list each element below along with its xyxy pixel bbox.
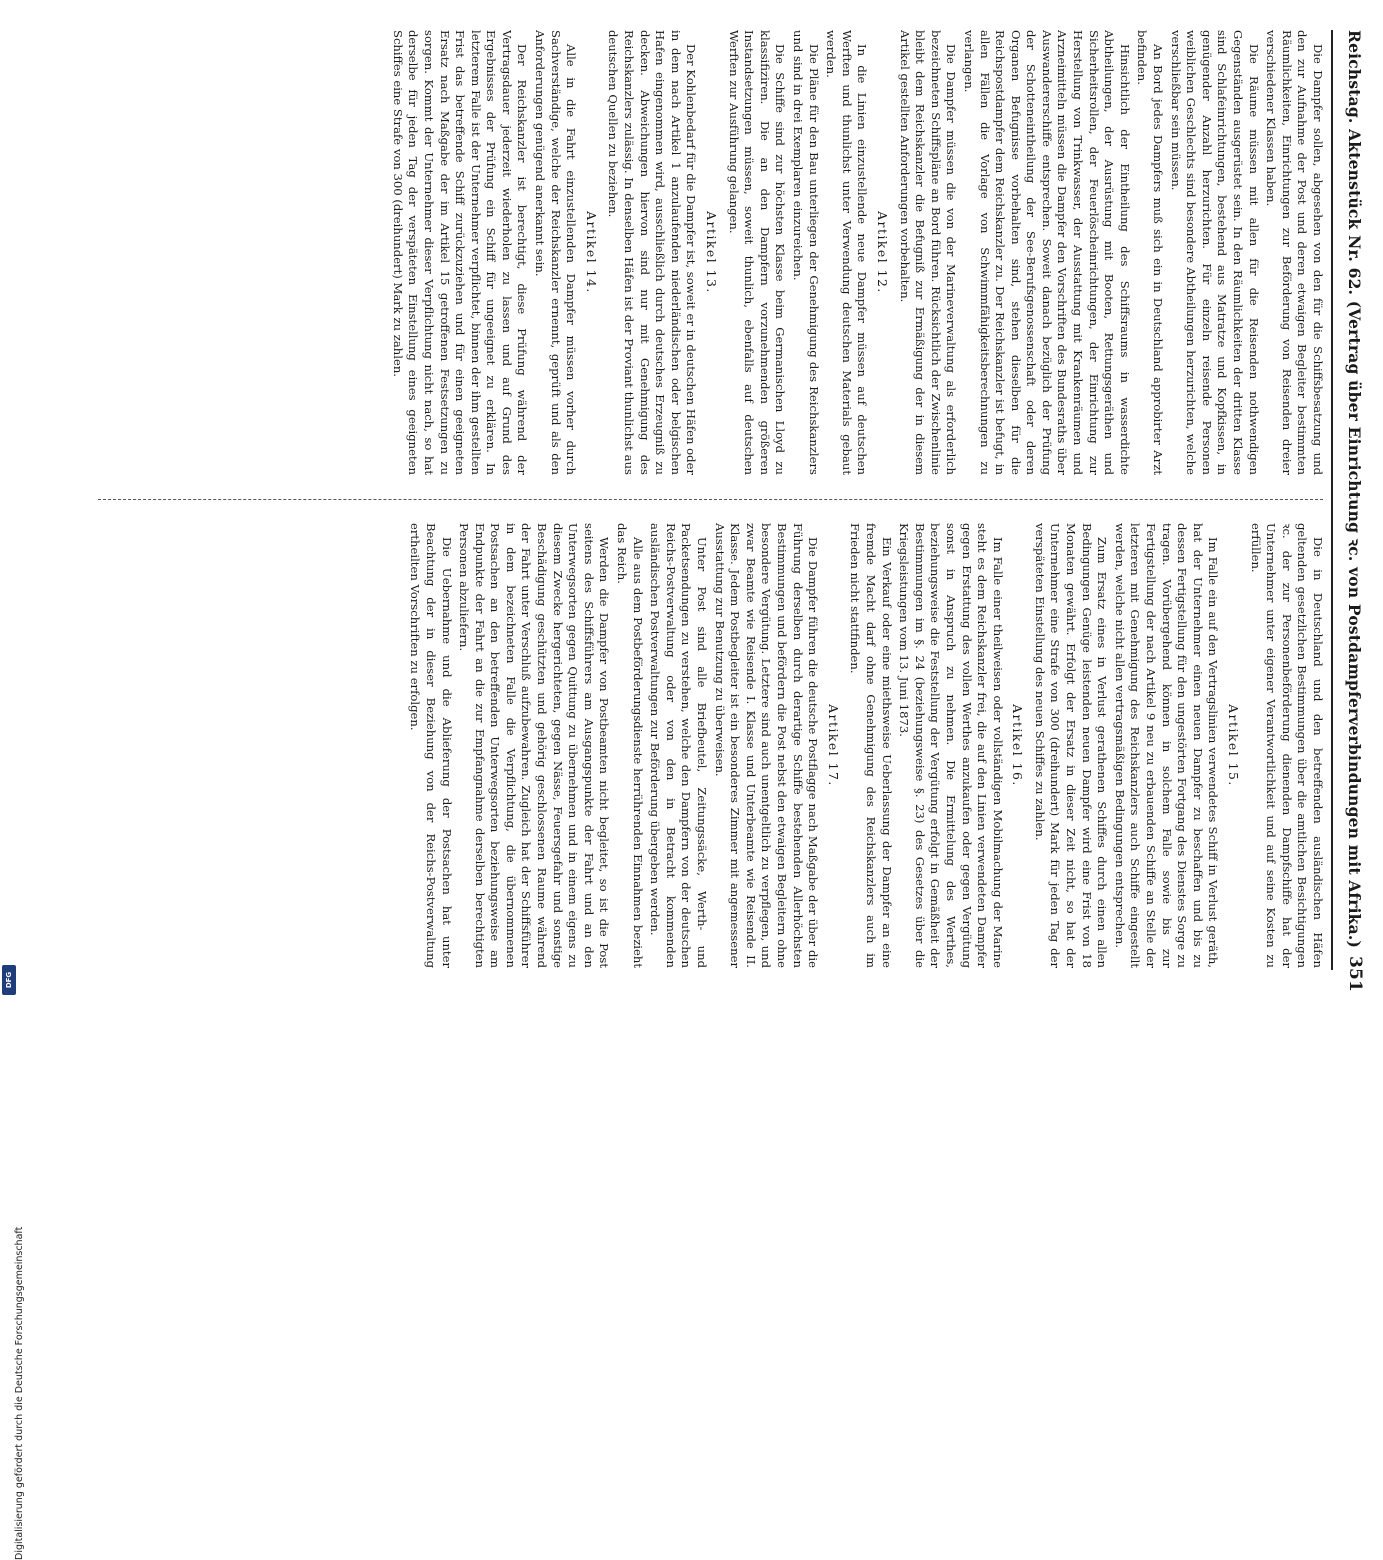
paragraph: Die Schiffe sind zur höchsten Klasse beim Germanischen Lloyd zu klassifiziren. Die an den Dampfern vorzunehmenden größeren Instandsetzungen müssen, soweit thunlich, ebenfalls auf deutschen Werften zur Ausführung gelangen.	[726, 30, 788, 475]
article-heading: Artikel 17.	[825, 704, 841, 787]
left-column	[95, 30, 1325, 475]
right-column	[95, 523, 1325, 968]
document-page	[63, 0, 1383, 1000]
paragraph: Die Pläne für den Bau unterliegen der Genehmigung des Reichskanzlers und sind in drei Exemplaren einzureichen.	[791, 30, 821, 475]
page-header	[1331, 30, 1377, 993]
paragraph: Die Dampfer müssen die von der Marineverwaltung als erforderlich bezeichneten Schiffspläne an Bord führen. Rücksichtlich der Zwischenlinie bleibt dem Reichskanzler die Befugniß zur Ermäßigung der in diesem Artikel gestellten Anforderungen vorbehalten.	[897, 30, 959, 475]
digitization-strip	[0, 560, 25, 1560]
paragraph: Die Uebernahme und die Ablieferung der Postsachen hat unter Beachtung der in dieser Beziehung von der Reichs-Postverwaltung ertheilten Vorschriften zu erfolgen.	[408, 523, 454, 968]
paragraph: Im Falle einer theilweisen oder vollständigen Mobilmachung der Marine steht es dem Reichskanzler frei, die auf den Linien verwendeten Dampfer gegen Erstattung des vollen Werthes anzukaufen oder gegen Vergütung sonst in Anspruch zu nehmen. Die Ermittelung des Werthes, beziehungsweise die Feststellung der Vergütung erfolgt in Gemäßheit der Bestimmungen im §. 24 (beziehungsweise §. 23) des Gesetzes über die Kriegsleistungen vom 13. Juni 1873.	[897, 523, 1005, 968]
paragraph: Alle in die Fahrt einzustellenden Dampfer müssen vorher durch Sachverständige, welche der Reichskanzler ernennt, geprüft und als den Anforderungen genügend anerkannt sein.	[533, 30, 579, 475]
paragraph: Die Dampfer sollen, abgesehen von den für die Schiffsbesatzung und den zur Aufnahme der Post und deren etwaigen Begleiter bestimmten Räumlichkeiten, Einrichtungen zur Beförderung von Reisenden dreier verschiedener Klassen haben.	[1264, 30, 1325, 475]
page-number: 351	[1345, 955, 1365, 993]
article-heading: Artikel 13.	[704, 211, 720, 294]
paragraph: Die Räume müssen mit allen für die Reisenden nothwendigen Gegenständen ausgerüstet sein. In den Räumlichkeiten der dritten Klasse sind Schlafeinrichtungen, bestehend aus Matratze und Kopfkissen, in genügender Anzahl herzurichten. Für einzeln reisende Personen weiblichen Geschlechts sind besondere Abtheilungen herzurichten, welche verschließbar sein müssen.	[1168, 30, 1261, 475]
digitization-note: Digitalisierung gefördert durch die Deutsche Forschungsgemeinschaft	[14, 1226, 25, 1560]
paragraph: Ein Verkauf oder eine miethsweise Ueberlassung der Dampfer an eine fremde Macht darf ohne Genehmigung des Reichskanzlers auch im Frieden nicht stattfinden.	[848, 523, 894, 968]
paragraph: Die in Deutschland und den betreffenden ausländischen Häfen geltenden gesetzlichen Bestimmungen über die amtlichen Besichtigungen ꝛc. der zur Personenbeförderung dienenden Dampfschiffe hat der Unternehmer unter eigener Verantwortlichkeit und auf seine Kosten zu erfüllen.	[1248, 523, 1325, 968]
paragraph: In die Linien einzustellende neue Dampfer müssen auf deutschen Werften und thunlichst unter Verwendung deutschen Materials gebaut werden.	[824, 30, 870, 475]
paragraph: An Bord jedes Dampfers muß sich ein in Deutschland approbirter Arzt befinden.	[1135, 30, 1166, 475]
paragraph: Der Kohlenbedarf für die Dampfer ist, soweit er in deutschen Häfen oder in dem nach Artikel 1 anzulaufenden niederländischen oder belgischen Hafen eingenommen wird, ausschließlich durch deutsches Erzeugniß zu decken. Abweichungen hiervon sind nur mit Genehmigung des Reichskanzlers zulässig. In denselben Häfen ist der Proviant thunlichst aus deutschen Quellen zu beziehen.	[606, 30, 699, 475]
paragraph: Die Dampfer führen die deutsche Postflagge nach Maßgabe der über die Führung derselben durch derartige Schiffe bestehenden Allerhöchsten Bestimmungen und befördern die Post nebst den etwaigen Begleitern ohne besondere Vergütung. Letztere sind auch unentgeltlich zu verpflegen, und zwar Beamte wie Reisende I. Klasse und Unterbeamte wie Reisende II. Klasse. Jedem Postbegleiter ist ein besonderes Zimmer mit angemessener Ausstattung zur Benutzung zu überweisen.	[712, 523, 821, 968]
article-heading: Artikel 12.	[874, 211, 890, 294]
paragraph: Der Reichskanzler ist berechtigt, diese Prüfung während der Vertragsdauer jederzeit wiederholen zu lassen und auf Grund des Ergebnisses der Prüfung ein Schiff für ungeeignet zu erklären. In letzterem Falle ist der Unternehmer verpflichtet, binnen der ihm gestellten Frist das betreffende Schiff zurückzuziehen und für einen geeigneten Ersatz nach Maßgabe der im Artikel 15 getroffenen Festsetzungen zu sorgen. Kommt der Unternehmer dieser Verpflichtung nicht nach, so hat derselbe für jeden Tag der verspäteten Einstellung eines geeigneten Schiffes eine Strafe von 300 (dreihundert) Mark zu zahlen.	[390, 30, 530, 475]
article-heading: Artikel 14.	[583, 211, 599, 294]
paragraph: Zum Ersatz eines in Verlust gerathenen Schiffes durch einen allen Bedingungen Genüge leistenden neuen Dampfer wird eine Frist von 18 Monaten gewährt. Erfolgt der Ersatz in dieser Zeit nicht, so hat der Unternehmer eine Strafe von 300 (dreihundert) Mark für jeden Tag der verspäteten Einstellung des neuen Schiffes zu zahlen.	[1032, 523, 1110, 968]
header-title: Reichstag. Aktenstück Nr. 62. (Vertrag über Einrichtung ꝛc. von Postdampferverbindungen mit Afrika.)	[1345, 30, 1364, 948]
column-divider	[98, 499, 1323, 500]
article-heading: Artikel 15.	[1226, 704, 1242, 787]
dfg-logo-text: DFG	[5, 971, 13, 989]
paragraph: Alle aus dem Postbeförderungsdienste herrührenden Einnahmen bezieht das Reich.	[615, 523, 645, 968]
paragraph: Werden die Dampfer von Postbeamten nicht begleitet, so ist die Post seitens des Schiffsführers am Ausgangspunkte der Fahrt und an den Unterwegsorten gegen Quittung zu übernehmen und in einem eigens zu diesem Zwecke hergerichteten, gegen Nässe, Feuersgefahr und sonstige Beschädigung geschützten und gehörig geschlossenen Raume während der Fahrt unter Verschluß aufzubewahren. Zugleich hat der Schiffsführer in dem bezeichneten Falle die Verpflichtung, die übernommenen Postsachen an den betreffenden Unterwegsorten beziehungsweise am Endpunkte der Fahrt an die zur Empfangnahme derselben berechtigten Personen abzuliefern.	[457, 523, 612, 968]
paragraph: Unter Post sind alle Briefbeutel, Zeitungssäcke, Werth- und Packetsendungen zu verstehen, welche den Dampfern von der deutschen Reichs-Postverwaltung oder von den in Betracht kommenden ausländischen Postverwaltungen zur Beförderung übergeben werden.	[648, 523, 710, 968]
paragraph: Hinsichtlich der Eintheilung des Schiffsraums in wasserdichte Abtheilungen, der Ausrüstung mit Booten, Rettungsgeräthen und Sicherheitsrollen, der Feuerlöscheinrichtungen, der Einrichtung zur Herstellung von Trinkwasser, der Ausstattung mit Krankenräumen und Arzneimitteln müssen die Dampfer den Vorschriften des Bundesraths über Auswandererschiffe entsprechen. Soweit danach bezüglich der Prüfung der Schotteneintheilung der See-Berufsgenossenschaft oder deren Organen Befugnisse vorbehalten sind, stehen dieselben für die Reichspostdampfer dem Reichskanzler zu. Der Reichskanzler ist befugt, in allen Fällen die Vorlage von Schwimmfähigkeitsberechnungen zu verlangen.	[961, 30, 1132, 475]
dfg-logo-icon	[2, 965, 16, 995]
article-heading: Artikel 16.	[1010, 704, 1026, 787]
paragraph: Im Falle ein auf den Vertragslinien verwendetes Schiff in Verlust geräth, hat der Unternehmer einen neuen Dampfer zu beschaffen und bis zu dessen Fertigstellung für den ungestörten Fortgang des Dienstes Sorge zu tragen. Vorübergehend können in solchem Falle sowie bis zur Fertigstellung der nach Artikel 9 neu zu erbauenden Schiffe an Stelle der letzteren mit Genehmigung des Reichskanzlers auch Schiffe eingestellt werden, welche nicht allen vertragsmäßigen Bedingungen entsprechen.	[1112, 523, 1221, 968]
